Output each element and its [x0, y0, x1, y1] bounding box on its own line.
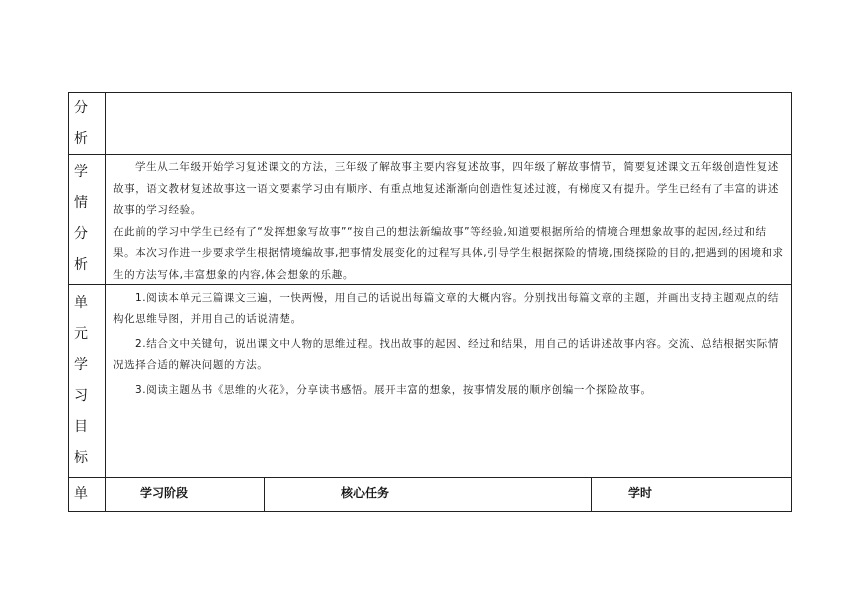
goal-item: 2.结合文中关键句，说出课文中人物的思维过程。找出故事的起因、经过和结果，用自己的话讲述故事内容。交流、总结根据实际情况选择合适的解决问题的方法。: [113, 338, 779, 371]
analysis-row-label: [68, 93, 105, 155]
learning-paragraph-1: 学生从二年级开始学习复述课文的方法，三年级了解故事主要内容复述故事，四年级了解故事情节，简要复述课文五年级创造性复述故事，语文教材复述故事这一语文要素学习由有顺序、有重点地复述渐渐向创造性复述过渡，有梯度又有提升。学生已经有了丰富的讲述故事的学习经验。: [113, 161, 779, 216]
time-header: 学时: [628, 486, 653, 500]
row-border: [68, 92, 792, 93]
unit-goals-text: [113, 288, 786, 405]
table-row-label: [68, 479, 105, 510]
label-char: 分: [74, 100, 88, 116]
label-char: 单: [74, 295, 88, 311]
learning-paragraph-2: 在此前的学习中学生已经有了“发挥想象写故事”“按自己的想法新编故事”等经验,知道要根据所给的情境合理想象故事的起因,经过和结果。本次习作进一步要求学生根据情境编故事,把事情发展变化的过程写具体,引导学生根据探险的情境,围绕探险的目的,把遇到的困境和求生的方法写体,丰富想象的内容,体会想象的乐趣。: [113, 225, 784, 281]
goals-row-label: [68, 288, 105, 474]
row-border: [68, 154, 792, 155]
stage-header: 学习阶段: [140, 486, 189, 500]
col-border: [105, 92, 106, 512]
row-border: [68, 511, 792, 512]
col-border: [791, 92, 792, 512]
goal-item: 1.阅读本单元三篇课文三遍，一快两慢，用自己的话说出每篇文章的大概内容。分别找出每篇文章的主题，并画出支持主题观点的结构化思维导图，并用自己的话说清楚。: [113, 292, 779, 325]
label-char: 习: [74, 388, 88, 404]
label-char: 学: [74, 357, 88, 373]
label-char: 分: [74, 226, 88, 242]
label-char: 标: [74, 450, 88, 466]
label-char: 单: [74, 486, 88, 502]
goal-item: 3.阅读主题丛书《思维的火花》，分享读书感悟。展开丰富的想象，按事情发展的顺序创编一个探险故事。: [135, 384, 652, 396]
label-char: 情: [74, 195, 88, 211]
col-border: [264, 477, 265, 512]
label-char: 析: [74, 131, 88, 147]
label-char: 目: [74, 419, 88, 435]
task-header: 核心任务: [341, 486, 390, 500]
row-border: [68, 477, 792, 478]
col-border: [591, 477, 592, 512]
learning-row-label: [68, 157, 105, 281]
label-char: 元: [74, 326, 88, 342]
learning-analysis-text: [113, 157, 786, 286]
label-char: 学: [74, 164, 88, 180]
label-char: 析: [74, 257, 88, 273]
